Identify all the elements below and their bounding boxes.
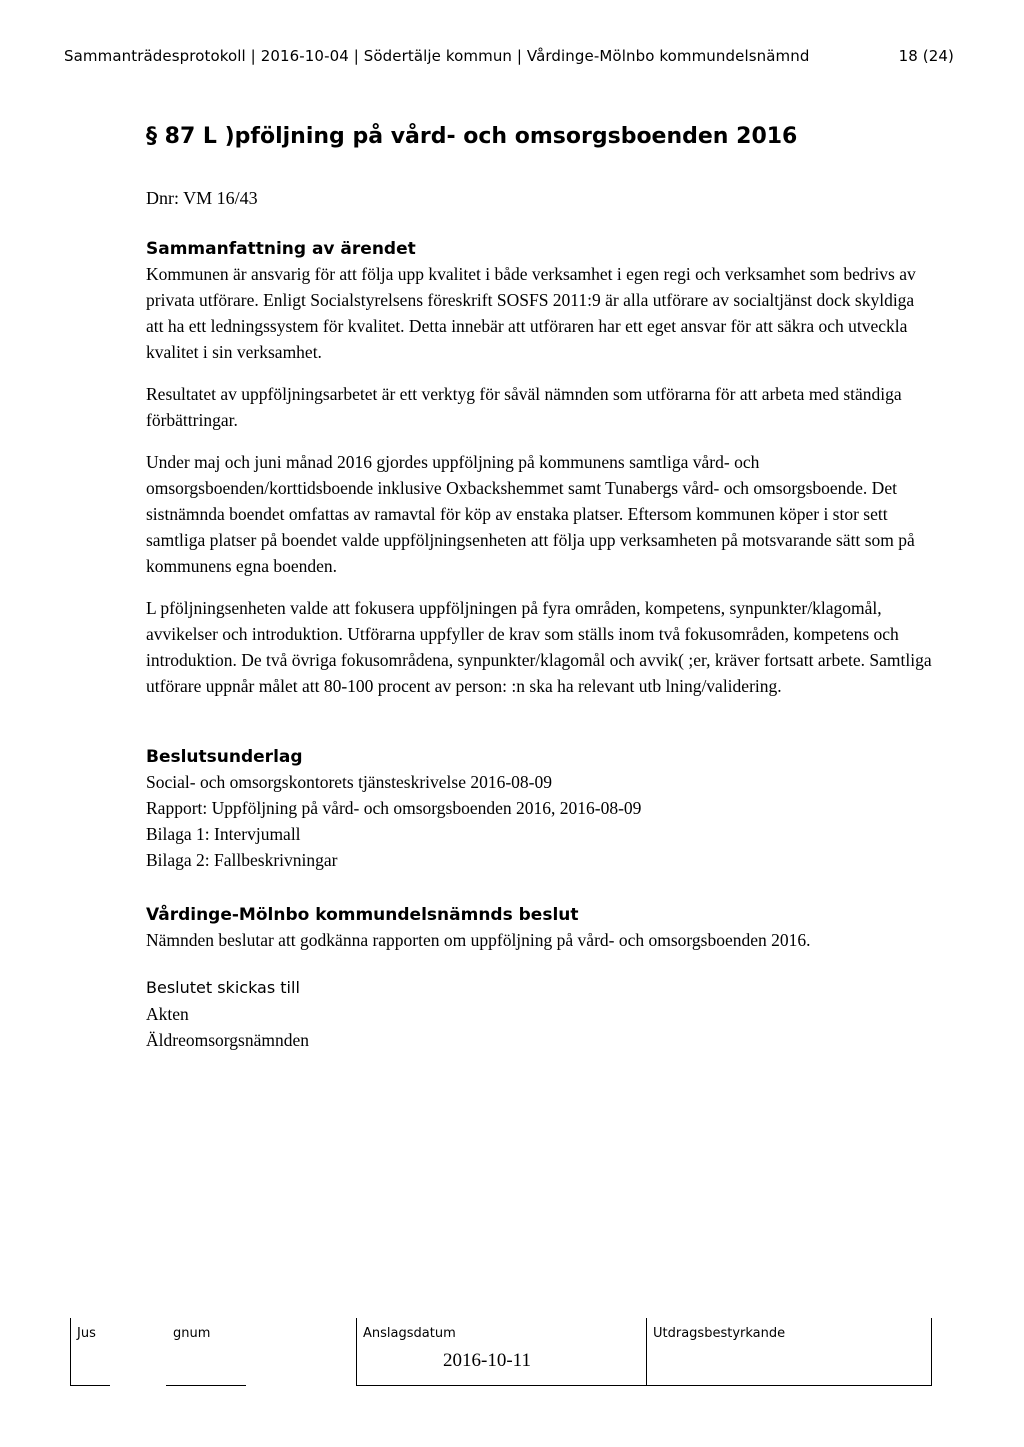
main-content <box>146 237 936 1053</box>
basis-item: Rapport: Uppföljning på vård- och omsorgsboenden 2016, 2016-08-09 <box>146 798 642 818</box>
summary-paragraph-2: Resultatet av uppföljningsarbetet är ett verktyg för såväl nämnden som utförarna för att arbeta med ständiga förbättringar. <box>146 384 902 430</box>
basis-item: Social- och omsorgskontorets tjänsteskrivelse 2016-08-09 <box>146 772 553 792</box>
footer-cell-anslagsdatum <box>356 1318 646 1386</box>
page-number: 18 (24) <box>898 47 954 65</box>
footer-label: Jus <box>77 1326 96 1341</box>
section-title: § 87 L )pföljning på vård- och omsorgsboenden 2016 <box>146 124 798 149</box>
recipient: Akten <box>146 1004 189 1024</box>
footer-label: gnum <box>173 1326 211 1341</box>
summary-paragraph-3: Under maj och juni månad 2016 gjordes uppföljning på kommunens samtliga vård- och omsorgsboenden/korttidsboende inklusive Oxbackshemmet samt Tunabergs vård- och omsorgsboende. Det sistnämnda boendet omfattas av ramavtal för köp av enstaka platser. Eftersom kommunen köper i stor sett samtliga platser på boendet valde uppföljningsenheten att följa upp verksamheten på motsvarande sätt som på kommunens egna boenden. <box>146 452 915 576</box>
basis-heading: Beslutsunderlag <box>146 747 303 767</box>
footer-cell-utdragsbestyrkande <box>646 1318 932 1386</box>
footer-cell-justering <box>70 1318 166 1386</box>
anslagsdatum-value: 2016-10-11 <box>443 1350 531 1371</box>
signature-footer <box>70 1318 932 1386</box>
footer-divider <box>931 1318 932 1386</box>
footer-cell-signum <box>166 1318 356 1386</box>
dnr: Dnr: VM 16/43 <box>146 188 258 208</box>
summary-paragraph-1: Kommunen är ansvarig för att följa upp kvalitet i både verksamhet i egen regi och verksamhet som bedrivs av privata utförare. Enligt Socialstyrelsens föreskrift SOSFS 2011:9 är alla utförare av socialtjänst dock skyldiga att ha ett ledningssystem för kvalitet. Detta innebär att utföraren har ett eget ansvar för att säkra och utveckla kvalitet i sin verksamhet. <box>146 264 916 362</box>
basis-item: Bilaga 2: Fallbeskrivningar <box>146 850 338 870</box>
decision-text: Nämnden beslutar att godkänna rapporten om uppföljning på vård- och omsorgsboenden 2016. <box>146 930 811 950</box>
footer-label: Anslagsdatum <box>363 1326 456 1341</box>
sent-to-label: Beslutet skickas till <box>146 978 300 997</box>
recipient: Äldreomsorgsnämnden <box>146 1030 309 1050</box>
summary-paragraph-4: L pföljningsenheten valde att fokusera uppföljningen på fyra områden, kompetens, synpunkter/klagomål, avvikelser och introduktion. Utförarna uppfyller de krav som ställs inom två fokusområden, kompetens och introduktion. De två övriga fokusområdena, synpunkter/klagomål och avvik( ;er, kräver fortsatt arbete. Samtliga utförare uppnår målet att 80-100 procent av person: :n ska ha relevant utb lning/validering. <box>146 598 932 696</box>
decision-heading: Vårdinge-Mölnbo kommundelsnämnds beslut <box>146 905 579 925</box>
basis-item: Bilaga 1: Intervjumall <box>146 824 301 844</box>
header-text: Sammanträdesprotokoll | 2016-10-04 | Södertälje kommun | Vårdinge-Mölnbo kommundelsnämnd <box>64 47 810 65</box>
page-header <box>64 47 954 65</box>
footer-label: Utdragsbestyrkande <box>653 1326 786 1341</box>
summary-heading: Sammanfattning av ärendet <box>146 239 416 259</box>
